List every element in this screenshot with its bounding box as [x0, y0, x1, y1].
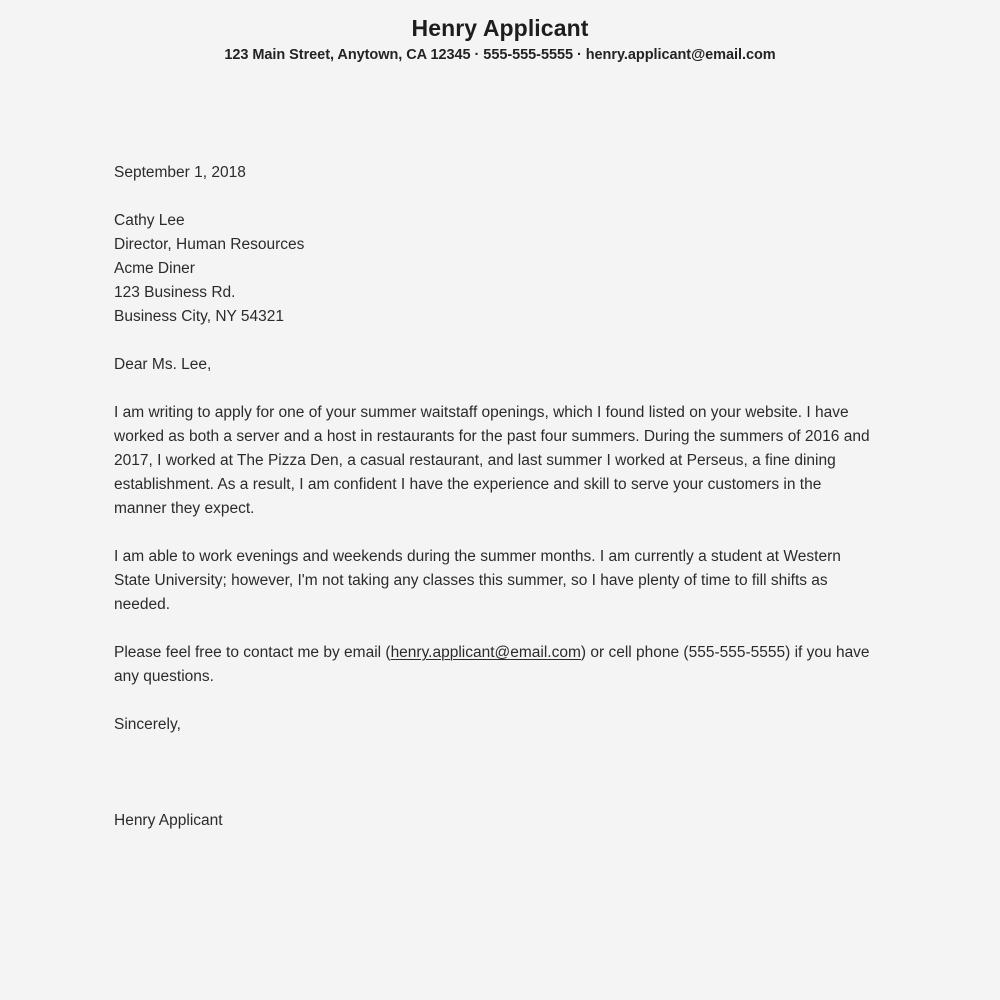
letter-salutation: Dear Ms. Lee,: [114, 356, 212, 373]
signature-space: [114, 737, 874, 809]
contact-text-before-email: Please feel free to contact me by email (: [114, 644, 391, 661]
recipient-name: Cathy Lee: [114, 212, 185, 229]
letter-paragraph-2: I am able to work evenings and weekends during the summer months. I am currently a student at Western State University; however, I'm not taking any classes this summer, so I have plenty of time to fill shifts as needed.: [114, 548, 841, 613]
recipient-title: Director, Human Resources: [114, 236, 305, 253]
signature-name: Henry Applicant: [114, 812, 223, 829]
recipient-street: 123 Business Rd.: [114, 284, 236, 301]
contact-text-after-email: ) or cell phone (555-555-5555) if you have any questions.: [114, 644, 870, 685]
recipient-company: Acme Diner: [114, 260, 195, 277]
letterhead-name: Henry Applicant: [411, 15, 589, 41]
email-link[interactable]: henry.applicant@email.com: [390, 644, 581, 661]
letter-body: [114, 161, 874, 833]
recipient-city-state-zip: Business City, NY 54321: [114, 308, 285, 325]
letter-date: September 1, 2018: [114, 164, 246, 181]
recipient-address-block: [114, 209, 874, 329]
letterhead-contact-line: 123 Main Street, Anytown, CA 12345 · 555-555-5555 · henry.applicant@email.com: [224, 47, 776, 63]
letterhead: [0, 14, 1000, 65]
letter-paragraph-1: I am writing to apply for one of your summer waitstaff openings, which I found listed on your website. I have worked as both a server and a host in restaurants for the past four summers. During the summers of 2016 and 2017, I worked at The Pizza Den, a casual restaurant, and last summer I worked at Perseus, a fine dining establishment. As a result, I am confident I have the experience and skill to serve your customers in the manner they expect.: [114, 404, 870, 517]
letter-closing: Sincerely,: [114, 716, 181, 733]
letter-paragraph-3: [114, 641, 874, 689]
